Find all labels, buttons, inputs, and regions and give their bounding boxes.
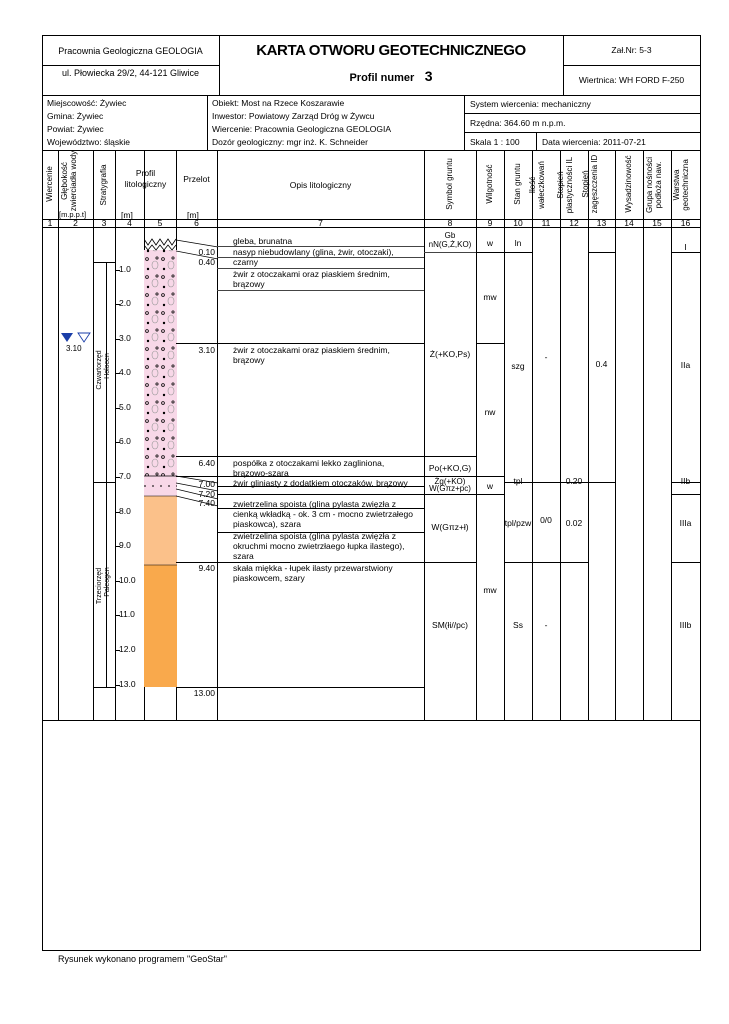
state-rock: Ss — [513, 620, 523, 630]
strat-holocene: Holocen — [104, 353, 111, 379]
id-gravel: 0.4 — [595, 359, 608, 369]
symbol-weathered-2: W(Gπz+ł) — [431, 522, 469, 532]
rolls-weathered: 0/0 — [540, 515, 552, 525]
info-province: Województwo: śląskie — [47, 137, 130, 147]
symbol-rock: SM(łi//pc) — [432, 620, 468, 630]
info-elevation: Rzędna: 364.60 m n.p.m. — [470, 118, 566, 128]
info-town: Miejscowość: Żywiec — [47, 98, 127, 108]
state-weathered: tpl/pzw — [504, 518, 532, 528]
col-header-bearing: Grupa nośności podłoża naw. — [645, 156, 663, 214]
profile-label: Profil numer — [349, 72, 415, 84]
moisture-rock: mw — [483, 585, 497, 595]
depth-6-40: 6.40 — [198, 458, 215, 468]
info-date: Data wiercenia: 2011-07-21 — [542, 137, 646, 147]
layer-desc-4: pospółka z otoczakami lekko zagliniona, brązowo-szara — [233, 458, 385, 478]
strat-paleogene: Paleogen — [104, 567, 111, 597]
symbol-weathered-1: W(Gπz+pc) — [429, 484, 471, 493]
col-header-plasticity: Stopień plastyczności IL — [556, 156, 574, 214]
rolls-gravel: - — [544, 352, 548, 362]
info-supervision: Dozór geologiczny: mgr inż. K. Schneider — [212, 137, 368, 147]
moisture-gravel: nw — [484, 407, 496, 417]
col-header-soil-symbol: Symbol gruntu — [445, 158, 454, 210]
info-system: System wiercenia: mechaniczny — [470, 99, 591, 109]
symbol-sandy-gravel: Po(+KO,G) — [428, 463, 472, 473]
depth-0-10: 0.10 — [198, 247, 215, 257]
strat-tertiary: Trzeciorzęd — [96, 567, 103, 605]
col-header-density: Stopień zagęszczenia ID — [581, 154, 599, 214]
layer-desc-2: żwir z otoczakami oraz piaskiem średnim, brązowy — [233, 269, 390, 289]
moisture-clayey: w — [486, 481, 494, 491]
profile-number-line — [219, 68, 563, 86]
state-clayey: tpl — [513, 476, 523, 486]
geo-layer-iib: IIb — [680, 476, 691, 486]
col-header-geotech-layer: Warstwa geotechniczna — [672, 159, 690, 211]
rock-layer — [144, 565, 177, 687]
rolls-rock: - — [544, 620, 548, 630]
col-header-passage-unit: [m] — [187, 210, 199, 220]
depth-7-40: 7.40 — [198, 498, 215, 508]
col-header-profile: Profil litologiczny — [124, 168, 167, 189]
depth-0-40: 0.40 — [198, 257, 215, 267]
il-weathered: 0.02 — [565, 518, 583, 528]
geo-layer-i: I — [684, 242, 687, 252]
symbol-clayey-gravel: Żg(+KO) — [434, 477, 466, 486]
water-level-depth: 3.10 — [66, 344, 82, 353]
layer-desc-8: skała miękka - łupek ilasty przewarstwiony piaskowcem, szary — [233, 563, 393, 583]
weathered-layer — [144, 496, 177, 565]
layer-desc-1: nasyp niebudowlany (glina, żwir, otoczaki), czarny — [233, 247, 394, 267]
symbol-fill: nN(G,Ż,KO) — [428, 240, 472, 249]
depth-7-20: 7.20 — [198, 489, 215, 499]
layer-desc-3: żwir z otoczakami oraz piaskiem średnim, brązowy — [233, 345, 390, 365]
info-commune: Gmina: Żywiec — [47, 111, 104, 121]
profile-number: 3 — [424, 68, 433, 84]
attachment-number: Zał.Nr: 5-3 — [611, 45, 652, 55]
company-name: Pracownia Geologiczna GEOLOGIA — [58, 46, 203, 56]
info-object: Obiekt: Most na Rzece Koszarawie — [212, 98, 345, 108]
layer-desc-0: gleba, brunatna — [233, 236, 293, 246]
company-address: ul. Płowiecka 29/2, 44-121 Gliwice — [61, 68, 200, 78]
col-header-water-depth: Głębokość zwierciadła wody — [60, 150, 78, 212]
card-title: KARTA OTWORU GEOTECHNICZNEGO — [256, 42, 526, 59]
geo-layer-iiia: IIIa — [679, 518, 692, 528]
gravel-layer — [144, 250, 177, 476]
col-header-water-depth-unit: [m.p.p.t] — [59, 210, 87, 219]
col-header-passage: Przelot — [183, 174, 210, 184]
moisture-surface: w — [486, 238, 494, 248]
lithology-profile — [144, 237, 177, 687]
state-gravel: szg — [511, 361, 525, 371]
info-investor: Inwestor: Powiatowy Zarząd Dróg w Żywcu — [212, 111, 375, 121]
col-header-description: Opis litologiczny — [289, 180, 352, 190]
depth-7-00: 7.00 — [198, 479, 215, 489]
state-surface: ln — [514, 238, 522, 248]
col-header-drilling: Wiercenie — [45, 166, 54, 202]
col-header-soil-state: Stan gruntu — [513, 163, 522, 205]
moisture-upper: mw — [483, 292, 497, 302]
info-driller: Wiercenie: Pracownia Geologiczna GEOLOGIA — [212, 124, 392, 134]
layer-desc-7: zwietrzelina spoista (glina pylasta zwięzła z okruchmi mocno zwietrzłaego łupka ilastego), szara — [233, 531, 405, 561]
layer-desc-5: żwir gliniasty z dodatkiem otoczaków, brązowy — [233, 478, 408, 488]
col-header-stratigraphy: Stratygrafia — [99, 164, 108, 206]
depth-9-40: 9.40 — [198, 563, 215, 573]
strat-quaternary: Czwartorzęd — [96, 350, 103, 390]
drilling-rig: Wiertnica: WH FORD F-250 — [578, 75, 685, 85]
col-header-moisture: Wilgotność — [485, 164, 494, 204]
fill-hatch — [144, 239, 176, 250]
info-scale: Skala 1 : 100 — [470, 137, 520, 147]
col-header-roll-count: Ilość wałeczkowań — [528, 161, 546, 209]
col-header-profile-unit: [m] — [121, 210, 133, 220]
depth-end: 13.00 — [193, 688, 215, 698]
geo-layer-iiib: IIIb — [679, 620, 692, 630]
col-header-frost: Wysadzinowość — [624, 155, 633, 213]
depth-3-10: 3.10 — [198, 345, 215, 355]
layer-desc-6: zwietrzelina spoista (glina pylasta zwięzła z cienką wkładką - ok. 3 cm - mocno zwietrzałego piaskowca), szara — [233, 499, 413, 529]
il-clayey: 0.20 — [565, 476, 583, 486]
info-county: Powiat: Żywiec — [47, 124, 104, 134]
symbol-gb: Gb — [444, 231, 456, 240]
water-level-icon — [60, 332, 92, 344]
footer-note: Rysunek wykonano programem "GeoStar" — [58, 954, 227, 964]
symbol-gravel: Ż(+KO,Ps) — [429, 349, 471, 359]
geo-layer-iia: IIa — [680, 360, 691, 370]
page: Pracownia Geologiczna GEOLOGIA ul. Płowiecka 29/2, 44-121 Gliwice KARTA OTWORU GEOTECHNICZNEGO Profil numer 3 Zał.Nr: 5-3 Wiertnica: WH FORD F-250 Miejscowość: Żywiec Gmina: Żywiec Powiat: Żywiec Województwo: śląskie Obiekt: Most na Rzece Koszarawie Inwestor: Powiatowy Zarząd Dróg w Żywcu Wiercenie: Pracownia Geologiczna GEOLOGIA Dozór geologiczny: mgr inż. K. Schneider System wiercenia: mechaniczny Rzędna: 364.60 m n.p.m. Skala 1 : 100 Data wiercenia: 2011-07-21 Wiercenie Głębokość zwierciadła wody [m.p.p.t] Stratygrafia Profil litologiczny [m] Przelot [m] Opis litologiczny Symbol gruntu Wilgotność Stan gruntu Ilość wałeczkowań Stopień plastyczności IL Stopień zagęszczenia ID Wysadzinowość Grupa nośności podłoża naw. Warstwa geotechniczna 1 2 3 4 5 6 7 8 9 10 11 12 13 14 15 16 1.0 2.0 3.0 4.0 5.0 6.0 7.0 8.0 9.0 10.0 11.0 12.0 13.0 Czwartorzęd Holocen Trzeciorzęd Paleogen 3.10 0.10 0.40 3.10 6.40 7.00 7.20 7.40 9.40 13.00 gleba, brunatna nasyp niebudowlany (glina, żwir, otoczaki), czarny żwir z otoczakami oraz piaskiem średnim, brązowy żwir z otoczakami oraz piaskiem średnim, brązowy pospółka z otoczakami lekko zagliniona, brązowo-szara żwir gliniasty z dodatkiem otoczaków, brązowy zwietrzelina spoista (glina pylasta zwięzła z cienką wkładką - ok. 3 cm - mocno zwietrzałego piaskowca), szara zwietrzelina spoista (glina pylasta zwięzła z okruchmi mocno zwietrzłaego łupka ilastego), szara skała miękka - łupek ilasty przewarstwiony piaskowcem, szary Gb nN(G,Ż,KO) Ż(+KO,Ps) Po(+KO,G) Żg(+KO) W(Gπz+pc) W(Gπz+ł) SM(łi//pc) w mw nw w mw ln szg tpl tpl/pzw Ss - 0/0 - 0.20 0.02 0.4 I IIa IIb IIIa IIIb Rysunek wykonano programem "GeoStar" — [0, 0, 729, 1024]
